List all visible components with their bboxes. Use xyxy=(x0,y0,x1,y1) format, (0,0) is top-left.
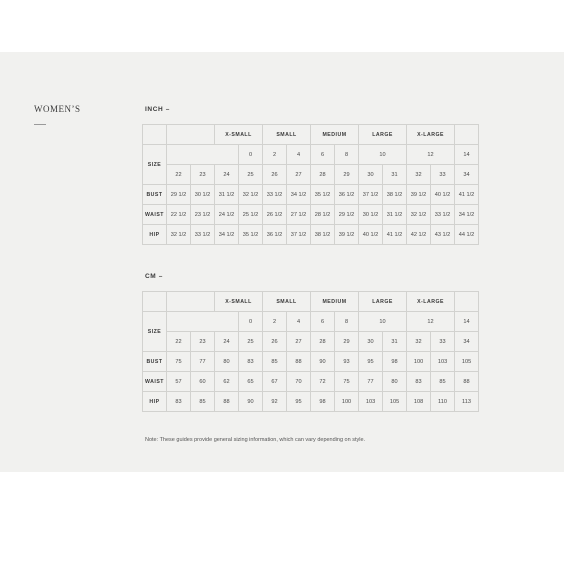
waist-value: 83 xyxy=(407,372,431,392)
waist-value: 29 1/2 xyxy=(335,205,359,225)
row-label-hip: HIP xyxy=(143,225,167,245)
bust-value: 88 xyxy=(287,352,311,372)
waist-value: 77 xyxy=(359,372,383,392)
row-label-bust: BUST xyxy=(143,185,167,205)
bust-value: 38 1/2 xyxy=(383,185,407,205)
size-value: 34 xyxy=(455,332,479,352)
numeric-size: 12 xyxy=(407,145,455,165)
size-value: 31 xyxy=(383,332,407,352)
numeric-size: 10 xyxy=(359,312,407,332)
numeric-size: 4 xyxy=(287,145,311,165)
size-value: 32 xyxy=(407,332,431,352)
bust-value: 30 1/2 xyxy=(191,185,215,205)
size-value: 27 xyxy=(287,165,311,185)
empty-cell xyxy=(143,292,167,312)
row-label-waist: WAIST xyxy=(143,372,167,392)
bust-value: 29 1/2 xyxy=(167,185,191,205)
size-value: 23 xyxy=(191,165,215,185)
hip-value: 88 xyxy=(215,392,239,412)
waist-value: 80 xyxy=(383,372,407,392)
bust-value: 40 1/2 xyxy=(431,185,455,205)
empty-cell xyxy=(455,125,479,145)
waist-value: 31 1/2 xyxy=(383,205,407,225)
cm-label: CM – xyxy=(145,273,163,280)
hip-value: 32 1/2 xyxy=(167,225,191,245)
waist-value: 23 1/2 xyxy=(191,205,215,225)
waist-value: 88 xyxy=(455,372,479,392)
numeric-size: 0 xyxy=(239,145,263,165)
waist-value: 75 xyxy=(335,372,359,392)
group-header: SMALL xyxy=(263,292,311,312)
hip-value: 41 1/2 xyxy=(383,225,407,245)
waist-value: 27 1/2 xyxy=(287,205,311,225)
empty-cell xyxy=(167,125,215,145)
group-header: MEDIUM xyxy=(311,292,359,312)
hip-value: 85 xyxy=(191,392,215,412)
group-header: X-LARGE xyxy=(407,125,455,145)
size-value: 25 xyxy=(239,165,263,185)
hip-value: 103 xyxy=(359,392,383,412)
waist-value: 34 1/2 xyxy=(455,205,479,225)
group-header: LARGE xyxy=(359,125,407,145)
hip-value: 39 1/2 xyxy=(335,225,359,245)
size-value: 29 xyxy=(335,165,359,185)
group-header: MEDIUM xyxy=(311,125,359,145)
size-value: 30 xyxy=(359,165,383,185)
bust-value: 34 1/2 xyxy=(287,185,311,205)
size-value: 29 xyxy=(335,332,359,352)
bust-value: 37 1/2 xyxy=(359,185,383,205)
waist-value: 60 xyxy=(191,372,215,392)
bust-value: 80 xyxy=(215,352,239,372)
hip-value: 92 xyxy=(263,392,287,412)
bust-value: 103 xyxy=(431,352,455,372)
numeric-size: 6 xyxy=(311,312,335,332)
row-label-bust: BUST xyxy=(143,352,167,372)
section-title: WOMEN’S xyxy=(34,104,81,114)
hip-value: 83 xyxy=(167,392,191,412)
inch-size-table xyxy=(142,124,479,245)
numeric-size: 4 xyxy=(287,312,311,332)
hip-value: 110 xyxy=(431,392,455,412)
waist-value: 72 xyxy=(311,372,335,392)
bust-value: 41 1/2 xyxy=(455,185,479,205)
size-value: 28 xyxy=(311,332,335,352)
empty-cell xyxy=(143,125,167,145)
waist-value: 33 1/2 xyxy=(431,205,455,225)
numeric-size: 14 xyxy=(455,145,479,165)
size-value: 32 xyxy=(407,165,431,185)
numeric-size: 2 xyxy=(263,145,287,165)
hip-value: 105 xyxy=(383,392,407,412)
size-value: 23 xyxy=(191,332,215,352)
bust-value: 85 xyxy=(263,352,287,372)
bust-value: 31 1/2 xyxy=(215,185,239,205)
hip-value: 40 1/2 xyxy=(359,225,383,245)
hip-value: 36 1/2 xyxy=(263,225,287,245)
size-value: 28 xyxy=(311,165,335,185)
empty-cell xyxy=(167,292,215,312)
group-header: X-SMALL xyxy=(215,292,263,312)
waist-value: 65 xyxy=(239,372,263,392)
waist-value: 24 1/2 xyxy=(215,205,239,225)
cm-size-table xyxy=(142,291,479,412)
hip-value: 35 1/2 xyxy=(239,225,263,245)
size-value: 26 xyxy=(263,165,287,185)
group-header: X-LARGE xyxy=(407,292,455,312)
waist-value: 26 1/2 xyxy=(263,205,287,225)
hip-value: 100 xyxy=(335,392,359,412)
title-divider xyxy=(34,124,46,125)
waist-value: 25 1/2 xyxy=(239,205,263,225)
bust-value: 36 1/2 xyxy=(335,185,359,205)
size-value: 22 xyxy=(167,165,191,185)
hip-value: 90 xyxy=(239,392,263,412)
row-label-waist: WAIST xyxy=(143,205,167,225)
bust-value: 39 1/2 xyxy=(407,185,431,205)
hip-value: 113 xyxy=(455,392,479,412)
waist-value: 32 1/2 xyxy=(407,205,431,225)
empty-cell xyxy=(455,292,479,312)
bust-value: 75 xyxy=(167,352,191,372)
bust-value: 35 1/2 xyxy=(311,185,335,205)
size-value: 31 xyxy=(383,165,407,185)
size-value: 24 xyxy=(215,332,239,352)
bust-value: 33 1/2 xyxy=(263,185,287,205)
empty-cell xyxy=(167,145,239,165)
size-value: 26 xyxy=(263,332,287,352)
group-header: LARGE xyxy=(359,292,407,312)
size-value: 25 xyxy=(239,332,263,352)
bust-value: 100 xyxy=(407,352,431,372)
numeric-size: 10 xyxy=(359,145,407,165)
size-value: 24 xyxy=(215,165,239,185)
row-label-hip: HIP xyxy=(143,392,167,412)
group-header: X-SMALL xyxy=(215,125,263,145)
waist-value: 62 xyxy=(215,372,239,392)
size-value: 33 xyxy=(431,165,455,185)
numeric-size: 0 xyxy=(239,312,263,332)
hip-value: 34 1/2 xyxy=(215,225,239,245)
inch-label: INCH – xyxy=(145,106,170,113)
waist-value: 70 xyxy=(287,372,311,392)
hip-value: 42 1/2 xyxy=(407,225,431,245)
bust-value: 93 xyxy=(335,352,359,372)
numeric-size: 8 xyxy=(335,145,359,165)
hip-value: 37 1/2 xyxy=(287,225,311,245)
hip-value: 95 xyxy=(287,392,311,412)
bust-value: 105 xyxy=(455,352,479,372)
numeric-size: 6 xyxy=(311,145,335,165)
numeric-size: 14 xyxy=(455,312,479,332)
bust-value: 95 xyxy=(359,352,383,372)
size-value: 22 xyxy=(167,332,191,352)
numeric-size: 2 xyxy=(263,312,287,332)
bust-value: 83 xyxy=(239,352,263,372)
size-label: SIZE xyxy=(143,312,167,352)
bust-value: 98 xyxy=(383,352,407,372)
hip-value: 38 1/2 xyxy=(311,225,335,245)
bust-value: 90 xyxy=(311,352,335,372)
bust-value: 32 1/2 xyxy=(239,185,263,205)
hip-value: 43 1/2 xyxy=(431,225,455,245)
numeric-size: 12 xyxy=(407,312,455,332)
numeric-size: 8 xyxy=(335,312,359,332)
waist-value: 85 xyxy=(431,372,455,392)
group-header: SMALL xyxy=(263,125,311,145)
size-value: 34 xyxy=(455,165,479,185)
size-value: 33 xyxy=(431,332,455,352)
size-value: 30 xyxy=(359,332,383,352)
waist-value: 30 1/2 xyxy=(359,205,383,225)
empty-cell xyxy=(167,312,239,332)
size-value: 27 xyxy=(287,332,311,352)
waist-value: 22 1/2 xyxy=(167,205,191,225)
waist-value: 67 xyxy=(263,372,287,392)
bust-value: 77 xyxy=(191,352,215,372)
waist-value: 57 xyxy=(167,372,191,392)
hip-value: 108 xyxy=(407,392,431,412)
size-label: SIZE xyxy=(143,145,167,185)
hip-value: 33 1/2 xyxy=(191,225,215,245)
hip-value: 98 xyxy=(311,392,335,412)
hip-value: 44 1/2 xyxy=(455,225,479,245)
sizing-note: Note: These guides provide general sizing information, which can vary depending on style. xyxy=(145,437,366,443)
waist-value: 28 1/2 xyxy=(311,205,335,225)
